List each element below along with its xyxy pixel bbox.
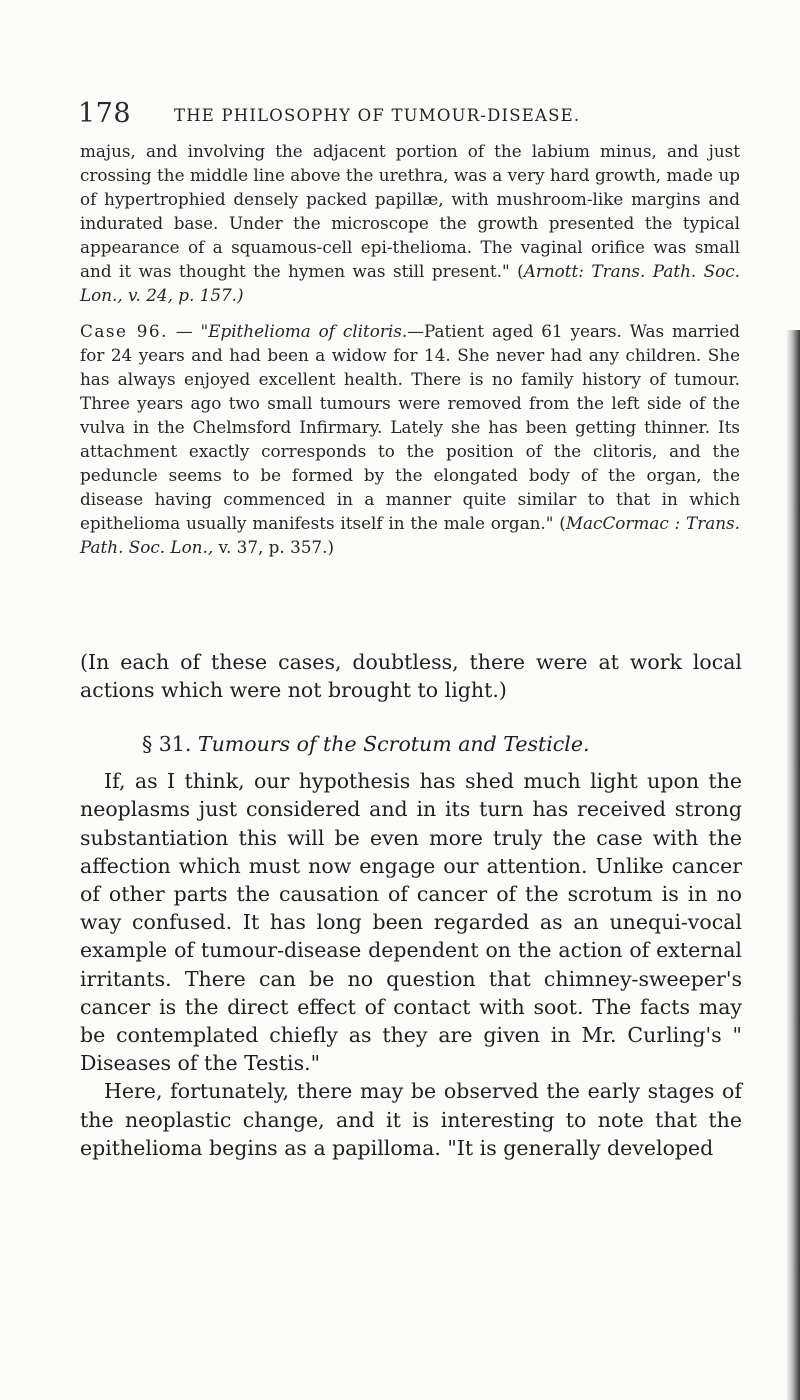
case-title: Epithelioma of clitoris. bbox=[208, 321, 408, 341]
case-body: —Patient aged 61 years. Was married for 24 years and had been a widow for 14. She never had any children. She has always enjoyed excellent health. There is no family history of tumour. Three years ago two small tumours were removed from the left side of the vulva in the Chelmsford Infirmary. Lately she has been getting thinner. Its attachment exactly corresponds to the position of the clitoris, and the peduncle seems to be formed by the elongated body of the organ, the disease having commenced in a manner quite similar to that in which epithelioma usually manifests itself in the male organ." ( bbox=[80, 321, 740, 533]
case-96-paragraph: Case 96. — "Epithelioma of clitoris.—Patient aged 61 years. Was married for 24 years and had been a widow for 14. She never had any children. She has always enjoyed excellent health. There is no family history of tumour. Three years ago two small tumours were removed from the left side of the vulva in the Chelmsford Infirmary. Lately she has been getting thinner. Its attachment exactly corresponds to the position of the clitoris, and the peduncle seems to be formed by the elongated body of the organ, the disease having commenced in a manner quite similar to that in which epithelioma usually manifests itself in the male organ." (MacCormac : Trans. Path. Soc. Lon., v. 37, p. 357.) bbox=[80, 321, 740, 557]
quoted-case-text bbox=[80, 139, 740, 559]
remark-paragraph: (In each of these cases, doubtless, there were at work local actions which were not brought to light.) bbox=[80, 650, 742, 703]
case-label: Case 96. bbox=[80, 321, 168, 341]
case-continuation-paragraph: majus, and involving the adjacent portion of the labium minus, and just crossing the middle line above the urethra, was a very hard growth, made up of hypertrophied densely packed papillæ, with mushroom-like margins and indurated base. Under the microscope the growth presented the typical appearance of a squamous-cell epi-thelioma. The vaginal orifice was small and it was thought the hymen was still present." (Arnott: Trans. Path. Soc. Lon., v. 24, p. 157.) bbox=[80, 141, 741, 305]
body-paragraph-1: If, as I think, our hypothesis has shed much light upon the neoplasms just considered and in its turn has received strong substantiation this will be even more truly the case with the affection which must now engage our attention. Unlike cancer of other parts the causation of cancer of the scrotum is in no way confused. It has long been regarded as an unequi-vocal example of tumour-disease dependent on the action of external irritants. There can be no question that chimney-sweeper's cancer is the direct effect of contact with soot. The facts may be contemplated chiefly as they are given in Mr. Curling's " Diseases of the Testis." bbox=[80, 769, 742, 1076]
section-heading bbox=[80, 730, 742, 758]
citation-source: : Trans. Path. Soc. Lon., v. 24, p. 157.) bbox=[80, 261, 741, 305]
section-31-block bbox=[80, 730, 742, 1162]
running-title: THE PHILOSOPHY OF TUMOUR-DISEASE. bbox=[174, 106, 581, 125]
remark-block bbox=[80, 648, 742, 704]
section-number: § 31. bbox=[142, 732, 192, 756]
section-title: Tumours of the Scrotum and Testicle. bbox=[197, 732, 590, 756]
page-number: 178 bbox=[78, 98, 132, 129]
case-citation: MacCormac : Trans. Path. Soc. Lon., bbox=[80, 513, 740, 557]
page-header bbox=[78, 98, 738, 138]
citation-author: Arnott bbox=[523, 261, 579, 281]
body-paragraph-2: Here, fortunately, there may be observed the early stages of the neoplastic change, and it is interesting to note that the epithelioma begins as a papilloma. "It is generally developed bbox=[80, 1079, 742, 1160]
page-edge-shadow bbox=[786, 330, 800, 1400]
